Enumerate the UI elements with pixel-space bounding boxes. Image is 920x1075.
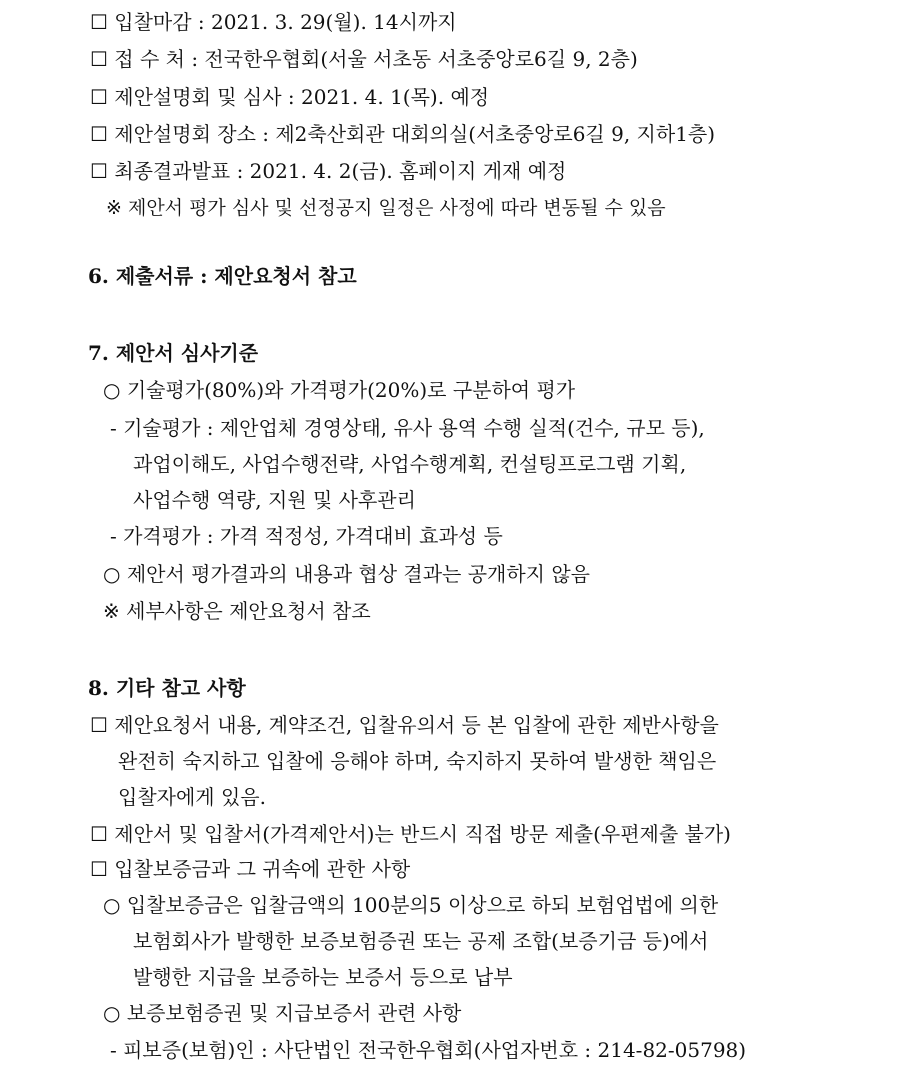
item-text: 제안요청서 내용, 계약조건, 입찰유의서 등 본 입찰에 관한 제반사항을 bbox=[114, 713, 719, 737]
schedule-item-briefing bbox=[90, 84, 489, 110]
sub-text: 보증보험증권 및 지급보증서 관련 사항 bbox=[126, 1001, 462, 1025]
schedule-item-result bbox=[90, 158, 566, 184]
section-8-item-1-line-2: 완전히 숙지하고 입찰에 응해야 하며, 숙지하지 못하여 발생한 책임은 bbox=[118, 749, 717, 773]
section-7-bullet-1 bbox=[103, 377, 575, 403]
item-text: 입찰보증금과 그 귀속에 관한 사항 bbox=[114, 857, 411, 881]
section-8-item-3 bbox=[90, 856, 410, 882]
schedule-item-text: 접 수 처 : 전국한우협회(서울 서초동 서초중앙로6길 9, 2층) bbox=[114, 47, 638, 71]
circle-bullet-icon: ○ bbox=[103, 562, 121, 586]
schedule-item-venue bbox=[90, 121, 715, 147]
note-text: 제안서 평가 심사 및 선정공지 일정은 사정에 따라 변동될 수 있음 bbox=[127, 197, 666, 219]
checkbox-icon: ☐ bbox=[90, 122, 108, 146]
section-8-sub-1 bbox=[103, 892, 718, 918]
tech-eval-line-3: 사업수행 역량, 지원 및 사후관리 bbox=[133, 488, 416, 512]
circle-bullet-icon: ○ bbox=[103, 893, 121, 917]
section-7-heading: 7. 제안서 심사기준 bbox=[88, 341, 259, 365]
schedule-item-text: 최종결과발표 : 2021. 4. 2(금). 홈페이지 게재 예정 bbox=[114, 159, 567, 183]
section-8-heading: 8. 기타 참고 사항 bbox=[88, 676, 246, 700]
schedule-item-text: 입찰마감 : 2021. 3. 29(월). 14시까지 bbox=[114, 10, 457, 34]
guarantor-line: - 피보증(보험)인 : 사단법인 전국한우협회(사업자번호 : 214-82-05798) bbox=[110, 1038, 747, 1062]
schedule-item-deadline bbox=[90, 9, 457, 35]
checkbox-icon: ☐ bbox=[90, 47, 108, 71]
checkbox-icon: ☐ bbox=[90, 159, 108, 183]
tech-eval-line-2: 과업이해도, 사업수행전략, 사업수행계획, 컨설팅프로그램 기획, bbox=[133, 452, 687, 476]
tech-eval-line-1: - 기술평가 : 제안업체 경영상태, 유사 용역 수행 실적(건수, 규모 등), bbox=[110, 416, 705, 440]
checkbox-icon: ☐ bbox=[90, 713, 108, 737]
section-7-note bbox=[103, 598, 371, 624]
section-8-sub-2 bbox=[103, 1000, 461, 1026]
schedule-item-text: 제안설명회 및 심사 : 2021. 4. 1(목). 예정 bbox=[114, 85, 490, 109]
circle-bullet-icon: ○ bbox=[103, 1001, 121, 1025]
note-text: 세부사항은 제안요청서 참조 bbox=[126, 599, 371, 623]
reference-mark-icon: ※ bbox=[106, 197, 122, 219]
sub-text: 입찰보증금은 입찰금액의 100분의5 이상으로 하되 보험업법에 의한 bbox=[126, 893, 719, 917]
section-8-item-1 bbox=[90, 712, 719, 738]
section-8-sub-1-line-2: 보험회사가 발행한 보증보험증권 또는 공제 조합(보증기금 등)에서 bbox=[133, 929, 709, 953]
checkbox-icon: ☐ bbox=[90, 857, 108, 881]
schedule-note bbox=[106, 195, 666, 221]
checkbox-icon: ☐ bbox=[90, 822, 108, 846]
circle-bullet-icon: ○ bbox=[103, 378, 121, 402]
section-8-item-1-line-3: 입찰자에게 있음. bbox=[118, 785, 266, 809]
checkbox-icon: ☐ bbox=[90, 85, 108, 109]
section-8-sub-1-line-3: 발행한 지급을 보증하는 보증서 등으로 납부 bbox=[133, 965, 513, 989]
price-eval-line: - 가격평가 : 가격 적정성, 가격대비 효과성 등 bbox=[110, 524, 503, 548]
item-text: 제안서 및 입찰서(가격제안서)는 반드시 직접 방문 제출(우편제출 불가) bbox=[114, 822, 731, 846]
reference-mark-icon: ※ bbox=[103, 599, 120, 623]
schedule-item-reception bbox=[90, 46, 638, 72]
section-7-bullet-2 bbox=[103, 561, 590, 587]
bullet-text: 제안서 평가결과의 내용과 협상 결과는 공개하지 않음 bbox=[126, 562, 590, 586]
section-8-item-2 bbox=[90, 821, 731, 847]
bullet-text: 기술평가(80%)와 가격평가(20%)로 구분하여 평가 bbox=[126, 378, 576, 402]
schedule-item-text: 제안설명회 장소 : 제2축산회관 대회의실(서초중앙로6길 9, 지하1층) bbox=[114, 122, 716, 146]
checkbox-icon: ☐ bbox=[90, 10, 108, 34]
section-6-heading: 6. 제출서류 : 제안요청서 참고 bbox=[88, 264, 357, 288]
